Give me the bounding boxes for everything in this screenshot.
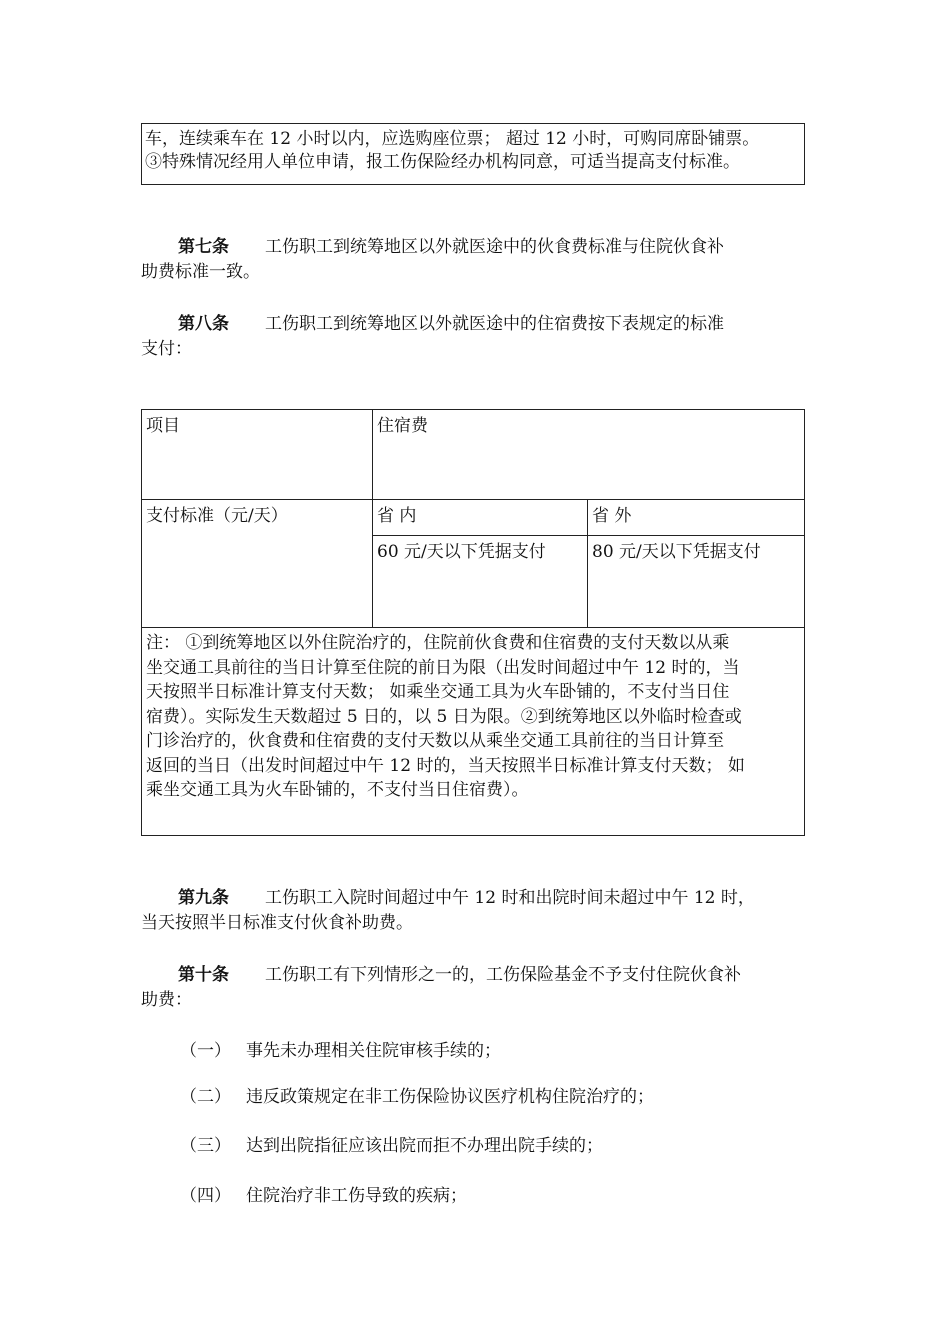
note-line-4: 宿费）。实际发生天数超过 5 日的，以 5 日为限。②到统筹地区以外临时检查或 [146, 706, 742, 727]
note-line-2: 坐交通工具前往的当日计算至住院的前日为限（出发时间超过中午 12 时的，当 [146, 657, 740, 678]
table-item-value: 住宿费 [373, 410, 805, 500]
article-8 [141, 313, 724, 361]
list-item [180, 1086, 654, 1109]
article-9-label: 第九条 [178, 888, 229, 908]
article-9-line-2: 当天按照半日标准支付伙食补助费。 [141, 913, 413, 933]
list-item-number: （二） [180, 1087, 231, 1107]
list-item [180, 1185, 467, 1208]
article-10-line-1: 工伤职工有下列情形之一的，工伤保险基金不予支付住院伙食补 [265, 965, 741, 985]
list-item-text: 事先未办理相关住院审核手续的； [246, 1041, 501, 1061]
article-7-line-2: 助费标准一致。 [141, 262, 260, 282]
article-9 [141, 887, 755, 935]
article-10 [141, 964, 741, 1012]
article-8-label: 第八条 [178, 314, 229, 334]
list-item-number: （一） [180, 1041, 231, 1061]
list-item [180, 1135, 603, 1158]
table-standard-label: 支付标准（元/天） [142, 500, 373, 628]
list-item-text: 住院治疗非工伤导致的疾病； [246, 1186, 467, 1206]
table-in-province: 省 内 [373, 500, 588, 536]
accommodation-table [141, 409, 805, 836]
top-box-line-1: 车，连续乘车在 12 小时以内，应选购座位票； 超过 12 小时，可购同席卧铺票。 [145, 129, 760, 149]
top-box-line-2: ③特殊情况经用人单位申请，报工伤保险经办机构同意，可适当提高支付标准。 [145, 152, 740, 172]
note-line-6: 返回的当日（出发时间超过中午 12 时的，当天按照半日标准计算支付天数； 如 [146, 755, 745, 776]
note-line-3: 天按照半日标准计算支付天数； 如乘坐交通工具为火车卧铺的，不支付当日住 [146, 682, 730, 702]
list-item-number: （三） [180, 1136, 231, 1156]
list-item-number: （四） [180, 1186, 231, 1206]
note-line-1: 注： ①到统筹地区以外住院治疗的，住院前伙食费和住宿费的支付天数以从乘 [146, 633, 730, 653]
table-note [142, 628, 805, 836]
list-item-text: 达到出院指征应该出院而拒不办理出院手续的； [246, 1136, 603, 1156]
article-8-line-2: 支付： [141, 339, 192, 359]
article-7-line-1: 工伤职工到统筹地区以外就医途中的伙食费标准与住院伙食补 [265, 237, 724, 257]
article-9-line-1: 工伤职工入院时间超过中午 12 时和出院时间未超过中午 12 时， [265, 888, 755, 908]
table-out-province: 省 外 [588, 500, 805, 536]
table-item-header: 项目 [142, 410, 373, 500]
table-out-province-value: 80 元/天以下凭据支付 [588, 536, 805, 628]
article-7 [141, 236, 724, 284]
article-8-line-1: 工伤职工到统筹地区以外就医途中的住宿费按下表规定的标准 [265, 314, 724, 334]
note-line-7: 乘坐交通工具为火车卧铺的，不支付当日住宿费）。 [146, 780, 529, 800]
list-item [180, 1040, 501, 1063]
list-item-text: 违反政策规定在非工伤保险协议医疗机构住院治疗的； [246, 1087, 654, 1107]
article-7-label: 第七条 [178, 237, 229, 257]
article-10-label: 第十条 [178, 965, 229, 985]
article-10-line-2: 助费： [141, 990, 192, 1010]
note-line-5: 门诊治疗的，伙食费和住宿费的支付天数以从乘坐交通工具前往的当日计算至 [146, 731, 724, 751]
top-text-box [141, 123, 805, 185]
table-in-province-value: 60 元/天以下凭据支付 [373, 536, 588, 628]
